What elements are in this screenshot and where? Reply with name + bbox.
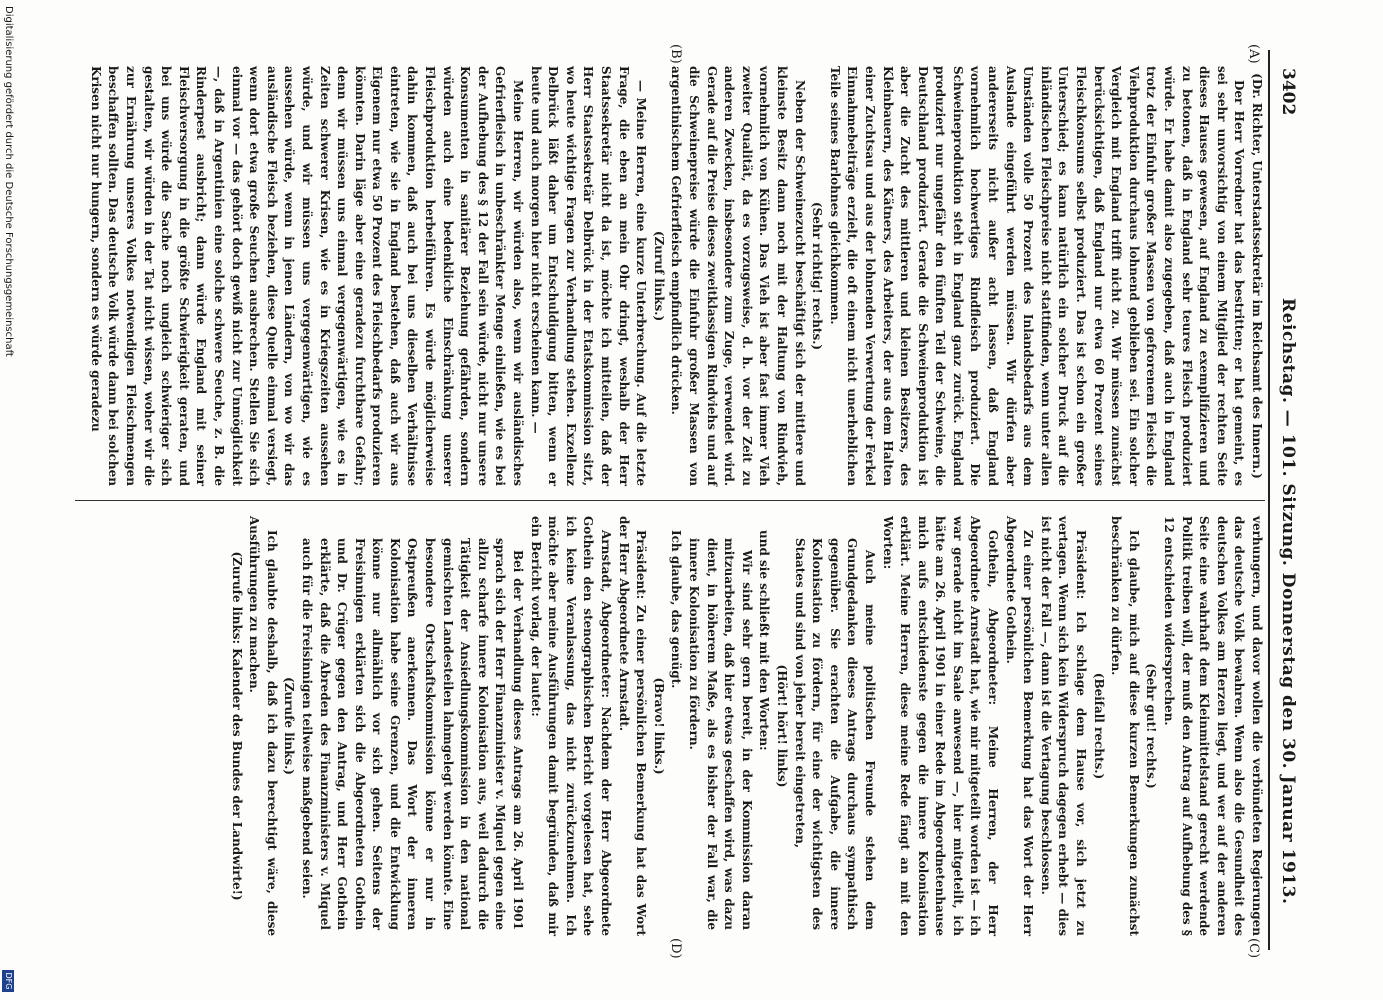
quotation: Auch meine politischen Freunde stehen dem Grundgedanken dieses Antrags durchaus sympathisch gegenüber. Sie erachten die Aufgabe, die innere Kolonisation zu fördern, für eine der wichtigsten des Staates und sind von jeher bereit eingetreten, [792, 538, 877, 930]
interjection: (Zuruf links.) [651, 230, 666, 322]
margin-label-c: (C) [1246, 938, 1261, 959]
interjection: (Sehr richtig! rechts.) [810, 201, 825, 351]
paragraph: Ich glaube, mich auf diese kurzen Bemerkungen zunächst beschränken zu dürfen. [1109, 516, 1141, 936]
margin-label-d: (D) [668, 938, 683, 959]
interjection: (Zurufe links.) [282, 677, 297, 775]
left-text-column [86, 66, 1265, 486]
paragraph: Gothein, Abgeordneter: Meine Herren, der Herr Abgeordnete Arnstadt hat, wie mir mitgeteilt worden ist — ich war gerade nicht im Saale anwesend —, hier mitgeteilt, ich hätte am 26. April 1901 in einer Rede im Abgeordnetenhause mich aufs entschiedenste gegen die innere Kolonisation erklärt. Meine Herren, diese meine Rede fängt an mit den Worten: [880, 516, 1001, 936]
footer-credit: Digitalisierung gefördert durch die Deutsche Forschungsgemeinschaft [3, 6, 14, 357]
paragraph: Meine Herren, wir würden also, wenn wir ausländisches Gefrierfleisch in unbeschränkter Menge einließen, wie es bei der Aufhebung des § 12 der Fall sein würde, nicht nur unsere Konsumenten in sanitärer Beziehung gefährden, sondern würden auch eine bedenkliche Einschränkung unserer Fleischproduktion herbeiführen. Es würde möglicherweise dahin kommen, daß auch bei uns dieselben Verhältnisse eintreten, wie sie in England bestehen, daß auch wir aus Eigenem nur etwa 50 Prozent des Fleischbedarfs produzieren könnten. Darin läge aber eine geradezu furchtbare Gefahr; denn wir müssen uns einmal vergegenwärtigen, wie es in Zeiten schwerer Krisen, wie es in Kriegszeiten aussehen würde, und wir müssen uns vergegenwärtigen, wie es aussehen würde, wenn in jenen Ländern, von wo wir das ausländische Fleisch beziehen, diese Quelle einmal versiegt, wenn dort etwa große Seuchen ausbrechen. Stellen Sie sich einmal vor — das gehört doch gewiß nicht zur Unmöglichkeit —, daß in Argentinien eine solche schwere Seuche, z. B. die Rinderpest ausbricht; dann würde England mit seiner Fleischversorgung in die größte Schwierigkeit geraten, und bei uns würde die Sache noch ungleich schwieriger sich gestalten, wir würden in der Tat nicht wissen, woher wir die zur Ernährung unseres Volkes notwendigen Fleischmengen beschaffen sollten. Das deutsche Volk würde dann bei solchen Krisen nicht nur hungern, sondern es würde geradezu [88, 66, 526, 486]
quotation: Wir sind sehr gern bereit, in der Kommission daran mitzuarbeiten, daß hier etwas geschaffen wird, was dazu dient, in höherem Maße, als es bisher der Fall war, die innere Kolonisation zu fördern. [687, 538, 754, 930]
paragraph: Ich glaube, das genügt. [669, 530, 684, 689]
paragraph: Neben der Schweinezucht beschäftigt sich der mittlere und kleinste Besitz dann noch mit der Haltung von Rindvieh, vornehmlich von Kühen. Das Vieh ist aber fast immer Vieh zweiter Qualität, da es vorzugsweise, d. h. vor der Zeit zu anderen Zwecken, insbesondere zum Zuge, verwendet wird. Gerade auf die Preise dieses zweitklassigen Rindviehs und auf die Schweinepreise würde die Einfuhr großer Massen von argentinischem Gefrierfleisch empfindlich drücken. [669, 66, 807, 486]
right-text-column [227, 516, 1265, 936]
paragraph: Zu einer persönlichen Bemerkung hat das Wort der Herr Abgeordnete Gothein. [1003, 516, 1036, 936]
margin-label-b: (B) [668, 44, 683, 64]
paragraph: Präsident: Zu einer persönlichen Bemerkung hat das Wort der Herr Abgeordnete Arnstadt. [616, 516, 649, 936]
interjection: (Dr. Richter, Unterstaatssekretär im Reichsamt des Innern.) [1250, 73, 1264, 479]
paragraph: Ich glaubte deshalb, daß ich dazu berechtigt wäre, diese Ausführungen zu machen. [247, 516, 279, 936]
margin-label-a: (A) [1246, 44, 1261, 64]
paragraph: und sie schließt mit den Worten: [757, 530, 772, 751]
page-number: 3402 [1278, 68, 1298, 116]
page-title: Reichstag. — 101. Sitzung. Donnerstag den 30. Januar 1913. [1278, 298, 1298, 905]
paragraph: Der Herr Vorredner hat das bestritten; er hat gemeint, es sei sehr unvorsichtig von einem Mitglied der rechten Seite dieses Hauses gewesen, auf England zu exemplifizieren und zu betonen, daß in England sehr teures Fleisch produziert würde. Er habe damit also zugegeben, daß auch in England trotz der Einfuhr großer Massen von gefrorenem Fleisch die Viehproduktion durchaus lohnend geblieben sei. Ein solcher Vergleich mit England trifft nicht zu. Wir müssen zunächst berücksichtigen, daß England nur etwa 60 Prozent seines Fleischkonsums selbst produziert. Das ist schon ein großer Unterschied; es kann natürlich ein solcher Druck auf die inländischen Fleischpreise nicht stattfinden, wenn unter allen Umständen volle 50 Prozent des Inlandsbedarfs aus dem Auslande eingeführt werden müssen. Wir dürfen aber andererseits nicht außer acht lassen, daß England vornehmlich hochwertiges Rindfleisch produziert. Die Schweineproduktion steht in England ganz zurück. England produziert nur ungefähr den fünften Teil der Schweine, die Deutschland produziert. Gerade die Schweineproduktion ist aber die Zucht des mittleren und kleinen Besitzers, des Kleinbauern, des Kätners, des Arbeiters, der aus dem Halten einer Zuchtsau und aus der lohnenden Verwertung der Ferkel Einnahmebeiträge erzielt, die oft einem nicht unerheblichen Teile seines Barlohnes gleichkommen. [827, 66, 1247, 486]
quotation: Bei der Verhandlung dieses Antrags am 26. April 1901 sprach sich der Herr Finanzminister v. Miquel gegen eine allzu scharfe innere Kolonisation aus, weil dadurch die Tätigkeit der Ansiedlungskommission in den national gemischten Landesteilen lahmgelegt werden könnte. Eine besondere Ortschaftskommission könne er nur in Ostpreußen anerkennen. Das Wort der inneren Kolonisation habe seine Grenzen, und die Entwicklung könne nur allmählich vor sich gehen. Seitens der Freisinnigen erklärten sich die Abgeordneten Gothein und Dr. Crüger gegen den Antrag, und Herr Gothein erklärte, daß die Abreden des Finanzministers v. Miquel auch für die Freisinnigen teilweise maßgebend seien. [299, 538, 526, 930]
dfg-logo: DFG [2, 970, 14, 992]
interjection: (Zurufe links: Kalender des Bundes der Landwirte!) [229, 551, 244, 901]
column-divider [75, 500, 1265, 501]
interjection: (Bravo! links.) [651, 677, 666, 775]
paragraph: Präsident: Ich schlage dem Hause vor, sich jetzt zu vertagen. Wenn sich kein Widerspruch dagegen erhebt — dies ist nicht der Fall —, dann ist die Vertagung beschlossen. [1038, 516, 1089, 936]
page-footer [0, 0, 15, 1000]
interjection: (Sehr gut! rechts.) [1144, 663, 1159, 789]
interjection: (Beifall rechts.) [1091, 672, 1106, 780]
paragraph: Arnstadt, Abgeordneter: Nachdem der Herr Abgeordnete Gothein den stenographischen Bericht vorgelesen hat, sehe ich keine Veranlassung, das nicht zurückzunehmen. Ich möchte aber meine Ausführungen damit begründen, daß mir ein Bericht vorlag, der lautet: [528, 516, 614, 936]
page-header [1272, 68, 1298, 910]
paragraph: — Meine Herren, eine kurze Unterbrechung. Auf die letzte Frage, die eben an mein Ohr dringt, weshalb der Herr Staatssekretär nicht da ist, möchte ich mitteilen, daß der Herr Staatssekretär Delbrück in der Etatskommission sitzt, wo heute wichtige Fragen zur Verhandlung stehen. Exzellenz Delbrück läßt daher um Entschuldigung bitten, wenn er heute und auch morgen hier nicht erscheinen kann. — [528, 66, 649, 486]
paragraph: verhungern, und davor wollen die verbündeten Regierungen das deutsche Volk bewahren. Wenn also die Gesundheit des deutschen Volkes am Herzen liegt, und wer auf der anderen Seite eine wahrhaft dem Kleinmittelstand gerecht werdende Politik treiben will, der muß den Antrag auf Aufhebung des § 12 entschieden widersprechen. [1162, 516, 1264, 936]
interjection: (Hört! hört! links) [774, 664, 789, 788]
header-rule [1268, 50, 1270, 950]
